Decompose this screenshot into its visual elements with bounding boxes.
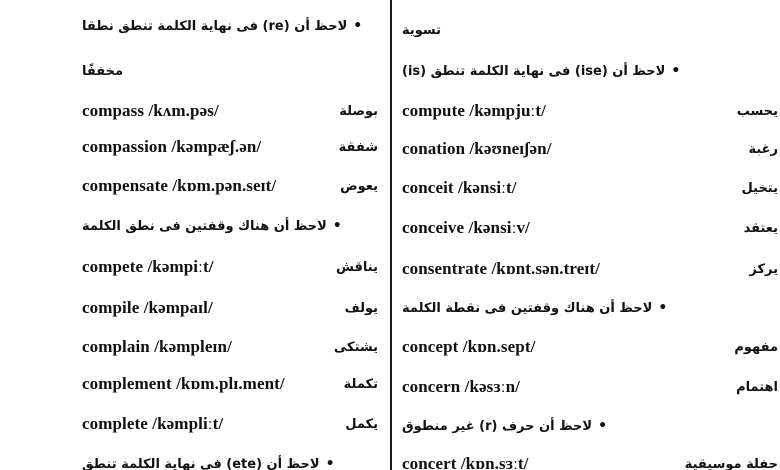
entry-translation: يحسب xyxy=(736,103,778,119)
entry-word: compute /kəmpjuːt/ xyxy=(402,101,546,120)
dictionary-entry xyxy=(402,331,778,363)
entry-translation: يركز xyxy=(749,261,778,277)
pronunciation-note-continued xyxy=(82,55,378,87)
dictionary-entry xyxy=(402,133,778,165)
entry-translation: يعتقد xyxy=(743,220,778,236)
note-text: لاحظ أن هناك وقفتين فى نطق الكلمة xyxy=(82,218,327,234)
entry-word: concern /kəsɜːn/ xyxy=(402,377,520,396)
dictionary-entry xyxy=(402,172,778,204)
dictionary-entry xyxy=(82,251,378,283)
left-column xyxy=(0,0,380,470)
bullet-icon: • xyxy=(325,456,335,470)
entry-translation: شفقة xyxy=(338,139,378,155)
dictionary-entry xyxy=(402,253,778,285)
entry-word: compassion /kəmpæʃ.ən/ xyxy=(82,137,262,156)
entry-word: conceive /kənsiːv/ xyxy=(402,218,530,237)
pronunciation-note xyxy=(82,448,378,470)
entry-translation: يولف xyxy=(344,300,378,316)
bullet-icon: • xyxy=(658,300,668,316)
right-column xyxy=(398,0,778,470)
dictionary-entry xyxy=(402,371,778,403)
entry-translation: يشتكى xyxy=(333,339,378,355)
entry-word: consentrate /kɒnt.sən.treɪt/ xyxy=(402,259,600,278)
entry-translation: يناقش xyxy=(336,259,378,275)
entry-word: compile /kəmpaɪl/ xyxy=(82,298,213,317)
entry-word: compete /kəmpiːt/ xyxy=(82,257,214,276)
entry-translation: بوصلة xyxy=(339,103,378,119)
entry-translation: حفلة موسيقية xyxy=(684,456,778,470)
entry-word: conation /kəʊneɪʃən/ xyxy=(402,139,552,158)
entry-translation: يتخيل xyxy=(741,180,778,196)
entry-word: conceit /kənsiːt/ xyxy=(402,178,517,197)
pronunciation-note xyxy=(82,10,378,42)
dictionary-entry xyxy=(82,331,378,363)
entry-translation: تكملة xyxy=(343,376,378,392)
note-text: لاحظ أن (ete) فى نهاية الكلمة تنطق xyxy=(82,456,320,470)
entry-word: complete /kəmpliːt/ xyxy=(82,414,224,433)
dictionary-entry xyxy=(82,368,378,400)
dictionary-entry xyxy=(402,212,778,244)
dictionary-entry xyxy=(82,170,378,202)
entry-translation: اهتمام xyxy=(736,379,778,395)
bullet-icon: • xyxy=(353,18,363,34)
note-text: تسوية xyxy=(402,22,442,38)
dictionary-entry xyxy=(82,408,378,440)
entry-translation: يكمل xyxy=(345,416,378,432)
entry-word: compensate /kɒm.pən.seɪt/ xyxy=(82,176,277,195)
dictionary-entry xyxy=(82,292,378,324)
bullet-icon: • xyxy=(671,63,681,79)
entry-word: compass /kʌm.pəs/ xyxy=(82,101,219,120)
entry-word: concept /kɒn.sept/ xyxy=(402,337,536,356)
dictionary-entry xyxy=(402,448,778,470)
pronunciation-note xyxy=(402,55,718,87)
bullet-icon: • xyxy=(332,218,342,234)
entry-word: complement /kɒm.plɪ.ment/ xyxy=(82,374,285,393)
entry-translation: مفهوم xyxy=(734,339,778,355)
pronunciation-note xyxy=(402,292,718,324)
entry-translation: رغبة xyxy=(748,141,778,157)
column-divider xyxy=(390,0,392,470)
entry-word: complain /kəmpleɪn/ xyxy=(82,337,232,356)
dictionary-entry xyxy=(82,95,378,127)
bullet-icon: • xyxy=(598,418,608,434)
note-text: لاحظ أن (re) فى نهاية الكلمة تنطق نطقا xyxy=(82,18,348,34)
dictionary-entry xyxy=(82,131,378,163)
note-text: لاحظ أن حرف (r) غير منطوق xyxy=(402,418,593,434)
entry-word: concert /kɒn.sɜːt/ xyxy=(402,454,529,470)
note-text: لاحظ أن (ise) فى نهاية الكلمة تنطق (is) xyxy=(402,63,666,79)
pronunciation-note xyxy=(402,410,718,442)
dictionary-entry xyxy=(402,95,778,127)
note-text: لاحظ أن هناك وقفتين فى نقطة الكلمة xyxy=(402,300,653,316)
note-text: مخففًا xyxy=(82,63,124,79)
pronunciation-note xyxy=(82,210,378,242)
pronunciation-note-continued xyxy=(402,14,776,46)
entry-translation: يعوض xyxy=(340,178,378,194)
